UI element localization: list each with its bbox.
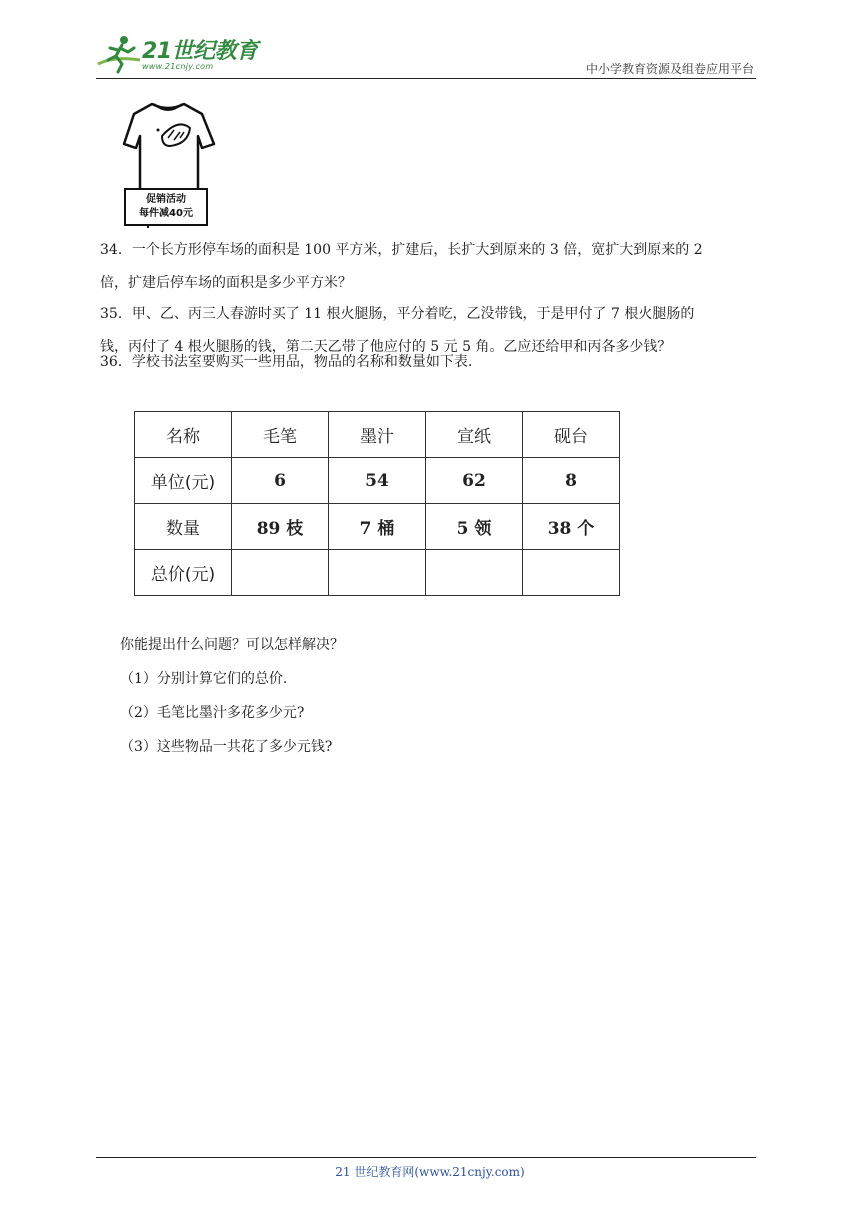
platform-name: 中小学教育资源及组卷应用平台	[585, 62, 754, 76]
question-34	[100, 234, 764, 300]
table-cell: 38 个	[523, 504, 620, 550]
table-row-quantity	[135, 504, 620, 550]
page-header	[96, 30, 756, 79]
prompt-intro: 你能提出什么问题？可以怎样解决？	[120, 637, 344, 653]
table-cell: 8	[523, 458, 620, 504]
prompt-item-1: （1）分别计算它们的总价.	[120, 671, 288, 687]
table-header-row	[135, 412, 620, 458]
table-cell: 宣纸	[426, 412, 523, 458]
table-row-total	[135, 550, 620, 596]
prompt-item-3: （3）这些物品一共花了多少元钱?	[120, 739, 333, 755]
question-36-line-1: 36．学校书法室要购买一些用品，物品的名称和数量如下表.	[100, 354, 473, 370]
page-footer: 21 世纪教育网(www.21cnjy.com)	[335, 1165, 525, 1179]
table-cell: 62	[426, 458, 523, 504]
question-36	[100, 346, 764, 379]
prompt-item-2: （2）毛笔比墨汁多花多少元?	[120, 705, 305, 721]
question-35-line-1: 35．甲、乙、丙三人春游时买了 11 根火腿肠，平分着吃，乙没带钱，于是甲付了 7 根火腿肠的	[100, 306, 695, 322]
logo-wordmark: 21世纪教育	[142, 39, 258, 64]
table-cell: 5 领	[426, 504, 523, 550]
supplies-table	[134, 411, 620, 596]
table-cell: 89 枝	[232, 504, 329, 550]
table-cell: 单位(元)	[135, 458, 232, 504]
question-34-line-1: 34．一个长方形停车场的面积是 100 平方米，扩建后，长扩大到原来的 3 倍，宽扩大到原来的 2	[100, 242, 703, 258]
promo-sign	[124, 188, 208, 226]
table-cell: 墨汁	[329, 412, 426, 458]
table-cell: 数量	[135, 504, 232, 550]
table-cell	[523, 550, 620, 596]
table-cell: 7 桶	[329, 504, 426, 550]
running-person-logo-icon	[96, 34, 142, 76]
question-34-line-2: 倍，扩建后停车场的面积是多少平方米？	[100, 275, 352, 291]
table-row-price	[135, 458, 620, 504]
footer-divider	[96, 1157, 756, 1158]
table-cell: 6	[232, 458, 329, 504]
table-cell: 54	[329, 458, 426, 504]
table-cell: 毛笔	[232, 412, 329, 458]
promo-title: 促销活动	[146, 194, 186, 205]
table-cell	[329, 550, 426, 596]
table-cell: 砚台	[523, 412, 620, 458]
table-cell: 总价(元)	[135, 550, 232, 596]
question-35-line-2: 钱，丙付了 4 根火腿肠的钱，第二天乙带了他应付的 5 元 5 角。乙应还给甲和丙各多少钱？	[100, 339, 672, 355]
table-cell: 名称	[135, 412, 232, 458]
promo-discount: 每件减40元	[139, 208, 193, 219]
table-cell	[232, 550, 329, 596]
logo-url: www.21cnjy.com	[142, 62, 214, 71]
table-cell	[426, 550, 523, 596]
site-logo	[96, 32, 266, 76]
